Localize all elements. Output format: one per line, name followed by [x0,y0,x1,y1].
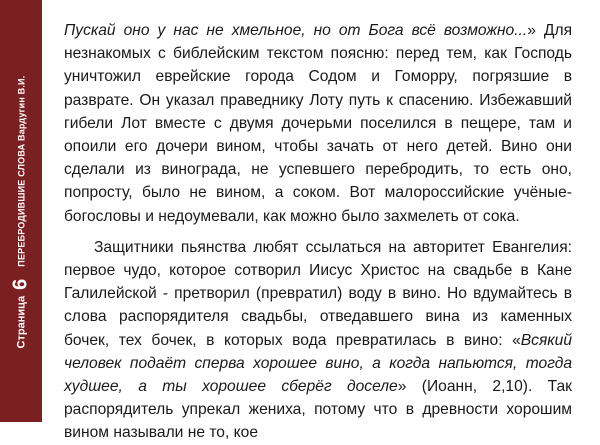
sidebar-band [0,0,42,422]
paragraph-1-text: » Для незнакомых с библейским текстом поясню: перед тем, как Господь уничтожил еврейские города Содом и Гоморру, погрязшие в разврате. Он указал праведнику Лоту путь к спасению. Избежавший гибели Лот вместе с двумя дочерьми поселился в пещере, там и опоили его дочери вином, чтобы зачать от него детей. Вино они сделали из винограда, не успевшего перебродить, то есть оно, попросту, было не вином, а соком. Вот малороссийские учёные-богословы и недоумевали, как можно было захмелеть от сока. [64,22,573,225]
paragraph-2-text-after: » (Иоанн, 2,10). Так распорядитель упрекал жениха, потому что в древности хорошим вином называли не то, кое [64,378,572,442]
paragraph-2 [64,236,572,445]
paragraph-2-text-before: Защитники пьянства любят ссылаться на авторитет Евангелия: первое чудо, которое сотворил Иисус Христос на свадьбе в Кане Галилейской - претворил (превратил) воду в вино. Но вдумайтесь в слова распорядителя свадьбы, отведавшего вина из каменных бочек, тех бочек, в которых вода превратилась в вино: « [64,238,572,349]
page-label: Страница [15,295,27,349]
paragraph-1 [64,19,572,228]
paragraph-1-quote: Пускай оно у нас не хмельное, но от Бога всё возможно... [64,22,528,39]
sidebar-text [10,76,33,349]
page-number: 6 [9,278,32,290]
body-text [64,19,572,445]
document-title: ПЕРЕБРОДИВШИЕ СЛОВА Вардугин В.И. [16,75,26,267]
paragraph-2-quote: Всякий человек подаёт сперва хорошее вино, а когда напьются, тогда худшее, а ты хорошее сберёг доселе [64,331,572,396]
